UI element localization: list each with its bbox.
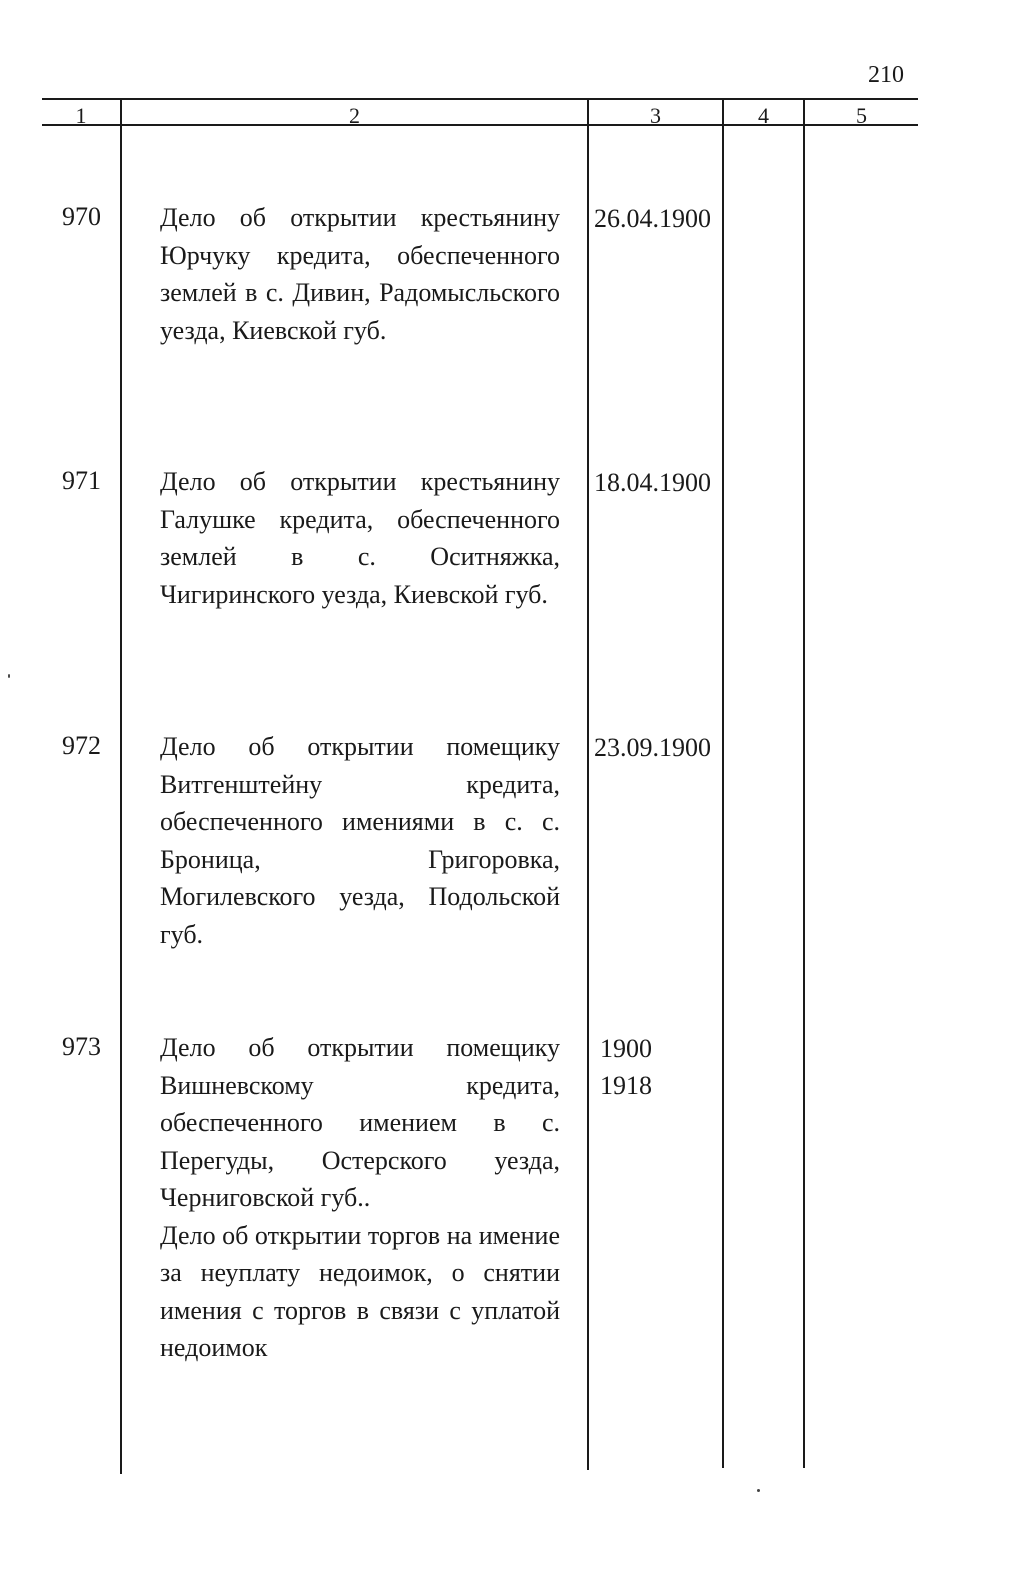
column-header-2: 2 [349,103,360,128]
date-value: 18.04.1900 [594,468,711,497]
description-paragraph: Дело об открытии крестьянину Юрчуку кредита, обеспеченного землей в с. Дивин, Радомысльского уезда, Киевской губ. [160,203,560,345]
description-paragraph: Дело об открытии крестьянину Галушке кредита, обеспеченного землей в с. Оситняжка, Чигиринского уезда, Киевской губ. [160,467,560,609]
row-number: 971 [62,466,101,495]
row-description [160,728,560,953]
row-date [600,1030,652,1104]
row-number: 973 [62,1032,101,1061]
date-value: 1918 [600,1071,652,1100]
date-value: 1900 [600,1034,652,1063]
column-header-5: 5 [856,103,867,128]
description-paragraph: Дело об открытии торгов на имение за неуплату недоимок, о снятии имения с торгов в связи с уплатой недоимок [160,1220,560,1362]
column-divider-3 [722,98,724,1468]
row-date [594,729,711,766]
description-paragraph: Дело об открытии помещику Вишневскому кредита, обеспеченного имением в с. Перегуды, Остерского уезда, Черниговской губ.. [160,1033,560,1212]
header-top-rule [42,98,918,100]
scan-speck [757,1489,760,1492]
row-date [594,200,711,237]
column-divider-1 [120,98,122,1474]
scan-speck [8,674,10,678]
row-description [160,199,560,349]
row-number: 970 [62,202,101,231]
column-divider-2 [587,98,589,1470]
page-number: 210 [868,62,904,88]
column-header-3: 3 [650,103,661,128]
column-header-1: 1 [75,103,87,128]
date-value: 26.04.1900 [594,204,711,233]
date-value: 23.09.1900 [594,733,711,762]
row-description [160,463,560,613]
row-number: 972 [62,731,101,760]
row-date [594,464,711,501]
column-divider-4 [803,98,805,1468]
column-header-4: 4 [758,103,769,128]
row-description [160,1029,560,1367]
description-paragraph: Дело об открытии помещику Витгенштейну кредита, обеспеченного имениями в с. с. Броница, Григоровка, Могилевского уезда, Подольской губ. [160,732,560,949]
